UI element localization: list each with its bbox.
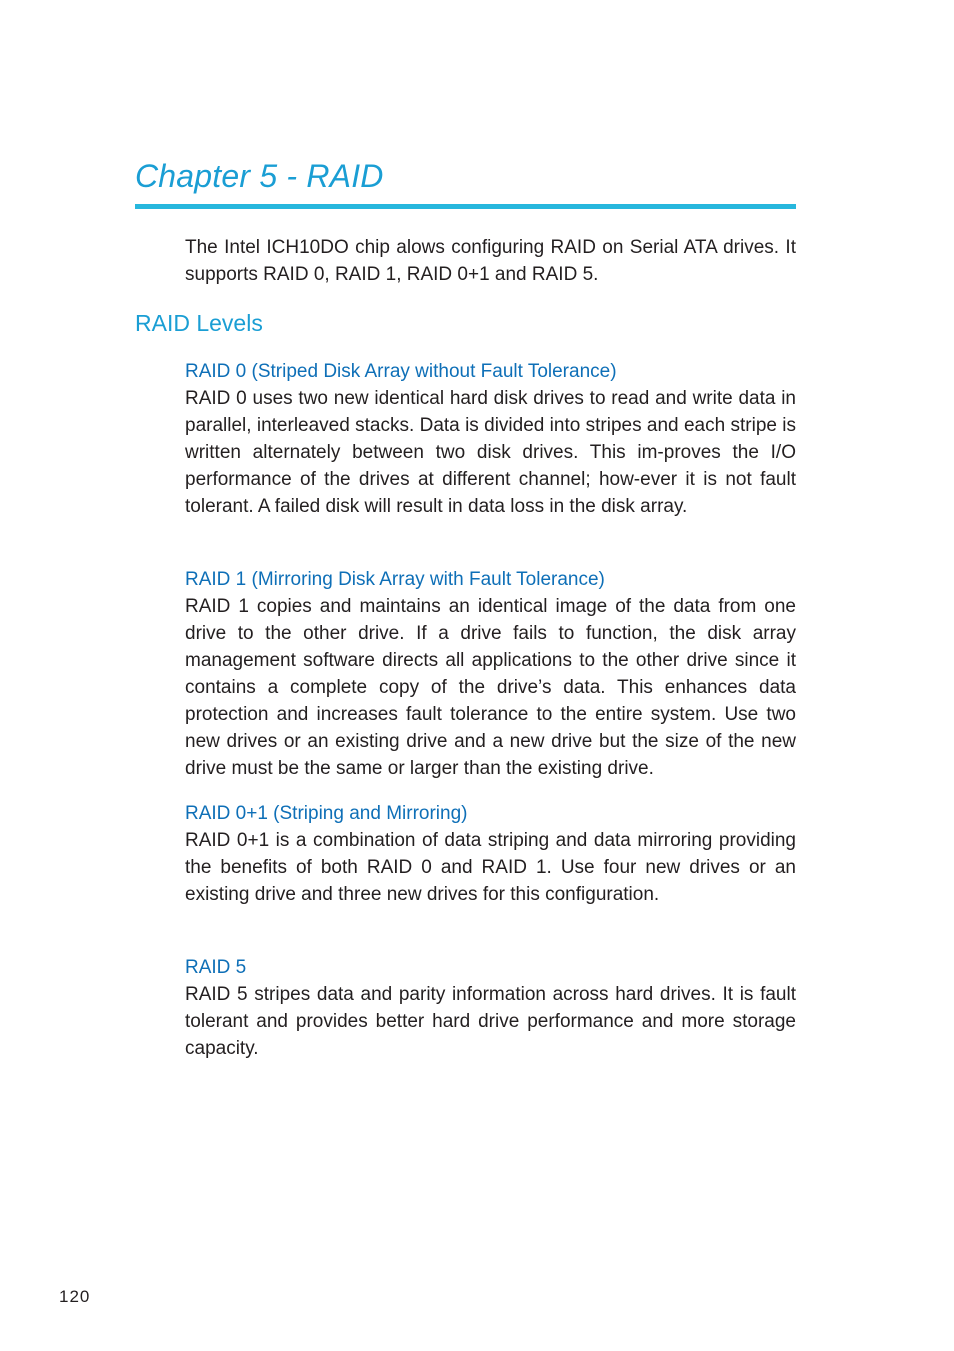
raid-level-heading: RAID 5 (185, 957, 247, 978)
raid-level-block (185, 566, 796, 782)
raid-level-heading: RAID 1 (Mirroring Disk Array with Fault Tolerance) (185, 569, 605, 590)
title-rule (135, 204, 796, 209)
raid-level-block (185, 800, 796, 908)
raid-level-block (185, 358, 796, 520)
section-heading: RAID Levels (135, 310, 263, 336)
raid-level-block (185, 954, 796, 1062)
raid-level-heading: RAID 0+1 (Striping and Mirroring) (185, 803, 468, 824)
intro-paragraph: The Intel ICH10DO chip alows configuring RAID on Serial ATA drives. It supports RAID 0, RAID 1, RAID 0+1 and RAID 5. (185, 237, 796, 285)
chapter-title: Chapter 5 - RAID (135, 158, 384, 194)
page-number: 120 (59, 1287, 91, 1306)
raid-level-body: RAID 5 stripes data and parity information across hard drives. It is fault tolerant and provides better hard drive performance and more storage capacity. (185, 984, 796, 1059)
raid-level-body: RAID 0+1 is a combination of data striping and data mirroring providing the benefits of both RAID 0 and RAID 1. Use four new drives or an existing drive and three new drives for this configuration. (185, 830, 796, 905)
raid-level-body: RAID 1 copies and maintains an identical image of the data from one drive to the other drive. If a drive fails to function, the disk array management software directs all applications to the other drive since it contains a complete copy of the drive’s data. This enhances data protection and increases fault tolerance to the entire system. Use two new drives or an existing drive and a new drive but the size of the new drive must be the same or larger than the existing drive. (185, 596, 796, 779)
raid-level-body: RAID 0 uses two new identical hard disk drives to read and write data in parallel, interleaved stacks. Data is divided into stripes and each stripe is written alternately between two disk drives. This im-proves the I/O performance of the drives at different channel; how-ever it is not fault tolerant. A failed disk will result in data loss in the disk array. (185, 388, 796, 517)
intro-block (185, 234, 796, 288)
raid-level-heading: RAID 0 (Striped Disk Array without Fault Tolerance) (185, 361, 617, 382)
